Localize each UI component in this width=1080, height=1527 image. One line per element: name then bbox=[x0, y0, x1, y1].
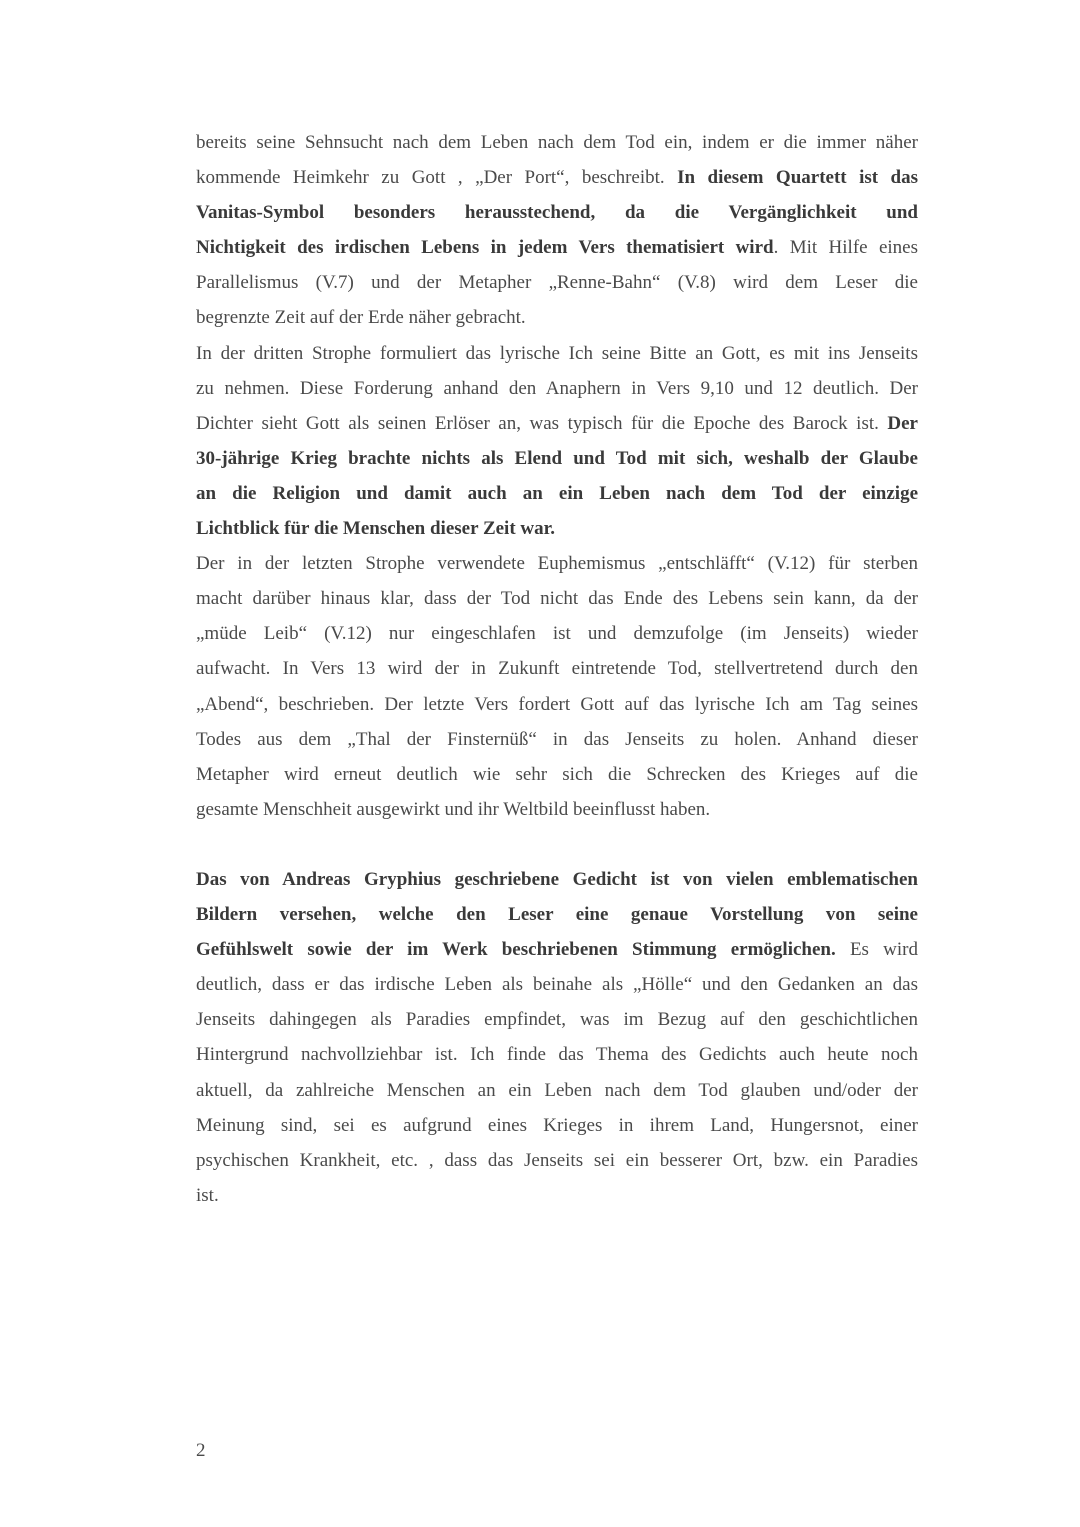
text-segment: Meinung sind, sei es aufgrund eines Krieges in ihrem Land, Hungersnot, einer bbox=[196, 1114, 918, 1136]
text-line bbox=[196, 1037, 918, 1072]
text-line bbox=[196, 125, 918, 160]
bold-text-segment: Vanitas-Symbol besonders herausstechend, da die Vergänglichkeit und bbox=[196, 202, 918, 224]
text-segment: deutlich, dass er das irdische Leben als beinahe als „Hölle“ und den Gedanken an das bbox=[196, 974, 918, 996]
text-line bbox=[196, 1073, 918, 1108]
text-line bbox=[196, 1002, 918, 1037]
text-line bbox=[196, 546, 918, 581]
bold-text-segment: Gefühlswelt sowie der im Werk beschriebenen Stimmung ermöglichen. bbox=[196, 939, 836, 961]
paragraph-gap bbox=[196, 827, 918, 862]
text-segment: Todes aus dem „Thal der Finsternüß“ in das Jenseits zu holen. Anhand dieser bbox=[196, 728, 918, 750]
text-segment: Metapher wird erneut deutlich wie sehr sich die Schrecken des Krieges auf die bbox=[196, 763, 918, 785]
bold-text-segment: Nichtigkeit des irdischen Lebens in jedem Vers thematisiert wird bbox=[196, 237, 774, 259]
text-segment: aufwacht. In Vers 13 wird der in Zukunft eintretende Tod, stellvertretend durch den bbox=[196, 658, 918, 680]
text-line bbox=[196, 932, 918, 967]
text-line bbox=[196, 1178, 918, 1213]
text-line bbox=[196, 651, 918, 686]
text-segment: kommende Heimkehr zu Gott , „Der Port“, beschreibt. bbox=[196, 167, 678, 189]
text-segment: bereits seine Sehnsucht nach dem Leben nach dem Tod ein, indem er die immer näher bbox=[196, 132, 918, 153]
text-line bbox=[196, 616, 918, 651]
text-segment: macht darüber hinaus klar, dass der Tod nicht das Ende des Lebens sein kann, da der bbox=[196, 588, 918, 610]
text-line bbox=[196, 160, 918, 195]
text-segment: Jenseits dahingegen als Paradies empfindet, was im Bezug auf den geschichtlichen bbox=[196, 1009, 918, 1031]
text-line bbox=[196, 757, 918, 792]
text-segment: Dichter sieht Gott als seinen Erlöser an, was typisch für die Epoche des Barock ist. bbox=[196, 412, 888, 434]
text-line bbox=[196, 371, 918, 406]
text-segment: In der dritten Strophe formuliert das lyrische Ich seine Bitte an Gott, es mit ins Jenseits bbox=[196, 342, 918, 364]
text-line bbox=[196, 722, 918, 757]
text-line bbox=[196, 441, 918, 476]
text-segment: zu nehmen. Diese Forderung anhand den Anaphern in Vers 9,10 und 12 deutlich. Der bbox=[196, 377, 918, 399]
text-segment: Es wird bbox=[835, 939, 918, 961]
text-segment: ist. bbox=[196, 1184, 219, 1206]
text-line bbox=[196, 1143, 918, 1178]
text-segment: Der in der letzten Strophe verwendete Euphemismus „entschläfft“ (V.12) für sterben bbox=[196, 553, 918, 575]
text-line bbox=[196, 687, 918, 722]
text-segment: „Abend“, beschrieben. Der letzte Vers fordert Gott auf das lyrische Ich am Tag seines bbox=[196, 693, 918, 715]
text-line bbox=[196, 406, 918, 441]
text-line bbox=[196, 862, 918, 897]
bold-text-segment: 30-jährige Krieg brachte nichts als Elend und Tod mit sich, weshalb der Glaube bbox=[196, 447, 918, 469]
text-line bbox=[196, 581, 918, 616]
text-line bbox=[196, 300, 918, 335]
text-segment: begrenzte Zeit auf der Erde näher gebracht. bbox=[196, 307, 526, 329]
text-line bbox=[196, 967, 918, 1002]
text-line bbox=[196, 511, 918, 546]
text-line bbox=[196, 1108, 918, 1143]
bold-text-segment: an die Religion und damit auch an ein Leben nach dem Tod der einzige bbox=[196, 482, 918, 504]
bold-text-segment: Lichtblick für die Menschen dieser Zeit war. bbox=[196, 518, 556, 540]
text-segment: Hintergrund nachvollziehbar ist. Ich finde das Thema des Gedichts auch heute noch bbox=[196, 1044, 918, 1066]
text-line bbox=[196, 476, 918, 511]
page-number: 2 bbox=[196, 1440, 206, 1461]
text-segment: Parallelismus (V.7) und der Metapher „Renne-Bahn“ (V.8) wird dem Leser die bbox=[196, 272, 918, 294]
text-line bbox=[196, 265, 918, 300]
essay-body-text bbox=[196, 125, 918, 1213]
text-segment: psychischen Krankheit, etc. , dass das Jenseits sei ein besserer Ort, bzw. ein Paradies bbox=[196, 1149, 918, 1171]
text-segment: aktuell, da zahlreiche Menschen an ein Leben nach dem Tod glauben und/oder der bbox=[196, 1079, 918, 1101]
text-line bbox=[196, 897, 918, 932]
bold-text-segment: Das von Andreas Gryphius geschriebene Gedicht ist von vielen emblematischen bbox=[196, 868, 918, 890]
bold-text-segment: In diesem Quartett ist das bbox=[677, 167, 918, 189]
bold-text-segment: Bildern versehen, welche den Leser eine genaue Vorstellung von seine bbox=[196, 904, 918, 926]
text-line bbox=[196, 195, 918, 230]
text-line bbox=[196, 336, 918, 371]
text-segment: . Mit Hilfe eines bbox=[773, 237, 919, 259]
text-segment: „müde Leib“ (V.12) nur eingeschlafen ist und demzufolge (im Jenseits) wieder bbox=[196, 623, 918, 645]
bold-text-segment: Der bbox=[887, 412, 918, 434]
text-line bbox=[196, 792, 918, 827]
text-segment: gesamte Menschheit ausgewirkt und ihr Weltbild beeinflusst haben. bbox=[196, 798, 711, 820]
text-line bbox=[196, 230, 918, 265]
